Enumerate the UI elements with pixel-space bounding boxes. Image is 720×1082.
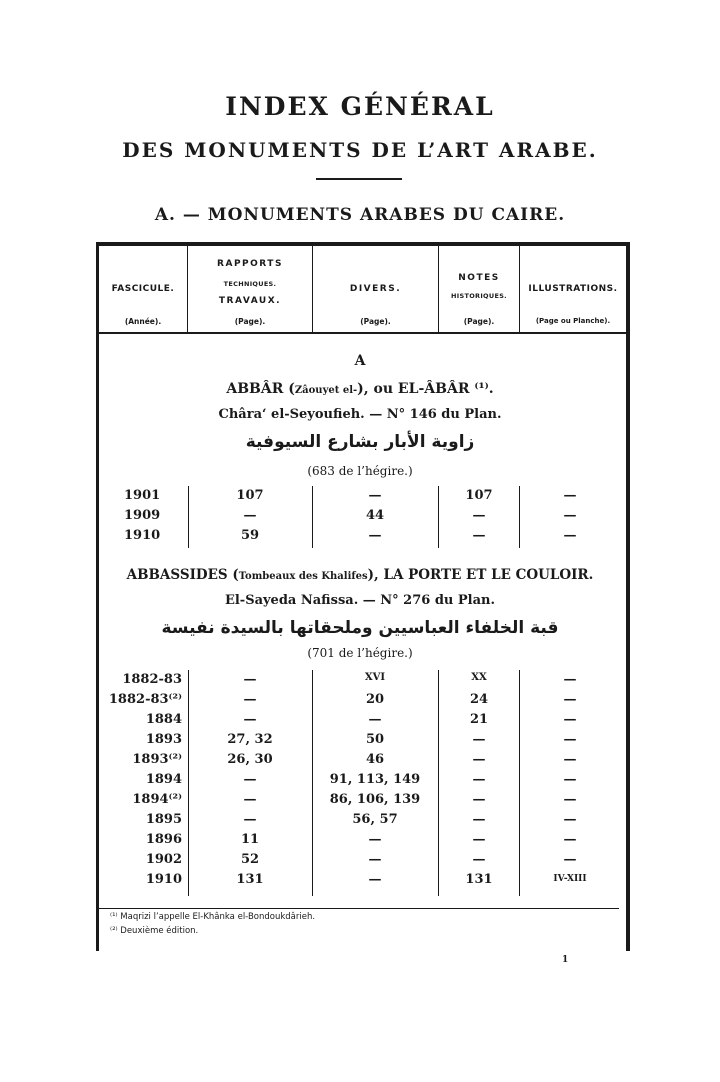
cell-notes: — bbox=[472, 812, 486, 827]
cell-rapports: 27, 32 bbox=[227, 732, 273, 747]
cell-rapports: 107 bbox=[236, 488, 264, 503]
entry2-arabic: قبة الخلفاء العباسيين وملحقاتها بالسيدة نفيسة bbox=[161, 618, 559, 638]
cell-illustrations: — bbox=[563, 792, 577, 807]
entry1-date: (683 de l’hégire.) bbox=[307, 464, 413, 478]
cell-rapports: — bbox=[243, 692, 257, 707]
table-header bbox=[99, 246, 626, 334]
cell-divers: 20 bbox=[365, 692, 385, 707]
cell-rapports: 11 bbox=[240, 832, 260, 847]
title-rule bbox=[316, 178, 402, 180]
entry2-date: (701 de l’hégire.) bbox=[307, 646, 413, 660]
cell-divers: 44 bbox=[365, 508, 385, 523]
cell-divers: 91, 113, 149 bbox=[329, 772, 421, 787]
cell-illustrations: — bbox=[563, 812, 577, 827]
cell-divers: 46 bbox=[365, 752, 385, 767]
header-illustrations-label: ILLUSTRATIONS. bbox=[528, 284, 618, 294]
page-title: INDEX GÉNÉRAL bbox=[225, 92, 495, 121]
cell-rapports: 52 bbox=[240, 852, 260, 867]
entry1-name-smallcaps: Zâouyet el- bbox=[294, 385, 358, 396]
cell-illustrations: — bbox=[563, 488, 577, 503]
entry2-name-a: ABBASSIDES ( bbox=[126, 567, 239, 583]
cell-year: 1884 bbox=[145, 712, 182, 727]
cell-notes: — bbox=[472, 832, 486, 847]
header-fascicule-label: FASCICULE. bbox=[111, 284, 175, 294]
cell-illustrations: — bbox=[563, 712, 577, 727]
cell-illustrations: — bbox=[563, 772, 577, 787]
cell-divers: 56, 57 bbox=[352, 812, 398, 827]
table-row bbox=[96, 712, 626, 732]
cell-illustrations: — bbox=[563, 732, 577, 747]
cell-notes: — bbox=[472, 772, 486, 787]
table-row bbox=[96, 752, 626, 772]
cell-rapports: — bbox=[243, 812, 257, 827]
table-row bbox=[96, 488, 626, 508]
entry2-location: El-Sayeda Nafissa. — N° 276 du Plan. bbox=[224, 593, 496, 608]
cell-year: 1902 bbox=[145, 852, 182, 867]
cell-year: 1882-83⁽²⁾ bbox=[108, 692, 182, 707]
cell-year: 1901 bbox=[124, 488, 161, 503]
letter-heading: A bbox=[354, 353, 366, 369]
section-title: A. — MONUMENTS ARABES DU CAIRE. bbox=[154, 205, 566, 225]
cell-rapports: 59 bbox=[240, 528, 260, 543]
cell-divers: — bbox=[368, 852, 382, 867]
footnote-rule bbox=[99, 908, 619, 909]
table-row bbox=[96, 732, 626, 752]
cell-year: 1909 bbox=[124, 508, 161, 523]
header-notes bbox=[439, 246, 520, 332]
cell-notes: — bbox=[472, 852, 486, 867]
header-notes-line2: HISTORIQUES. bbox=[451, 292, 507, 300]
table-row bbox=[96, 832, 626, 852]
entry1-arabic: زاوية الأبار بشارع السيوفية bbox=[245, 432, 475, 452]
cell-notes: — bbox=[472, 528, 486, 543]
cell-illustrations: — bbox=[563, 832, 577, 847]
table-row bbox=[96, 812, 626, 832]
footnote-1: ⁽¹⁾ Maqrizi l’appelle El-Khânka el-Bondoukdârieh. bbox=[110, 912, 316, 922]
cell-rapports: — bbox=[243, 508, 257, 523]
header-fascicule-unit: (Année). bbox=[124, 317, 162, 326]
header-rapports-unit: (Page). bbox=[234, 317, 266, 326]
header-notes-unit: (Page). bbox=[463, 317, 495, 326]
header-illustrations-unit: (Page ou Planche). bbox=[535, 317, 611, 325]
cell-notes: 107 bbox=[465, 488, 493, 503]
cell-divers: — bbox=[368, 872, 382, 887]
cell-illustrations: IV-XIII bbox=[553, 874, 587, 884]
header-notes-line1: NOTES bbox=[458, 273, 500, 283]
cell-notes: 21 bbox=[469, 712, 489, 727]
cell-divers: — bbox=[368, 712, 382, 727]
cell-rapports: — bbox=[243, 792, 257, 807]
cell-year: 1882-83 bbox=[122, 672, 182, 687]
cell-rapports: — bbox=[243, 772, 257, 787]
cell-illustrations: — bbox=[563, 672, 577, 687]
header-rapports-line1: RAPPORTS bbox=[217, 259, 283, 269]
cell-year: 1894⁽²⁾ bbox=[132, 792, 182, 807]
cell-notes: — bbox=[472, 752, 486, 767]
header-divers-label: DIVERS. bbox=[349, 284, 402, 294]
table-row bbox=[96, 528, 626, 548]
cell-notes: — bbox=[472, 508, 486, 523]
header-fascicule bbox=[99, 246, 188, 332]
header-rapports bbox=[188, 246, 313, 332]
cell-divers: 50 bbox=[365, 732, 385, 747]
entry2-name bbox=[0, 567, 720, 583]
header-rapports-line3: TRAVAUX. bbox=[218, 296, 282, 306]
cell-notes: XX bbox=[471, 672, 487, 683]
cell-divers: 86, 106, 139 bbox=[329, 792, 421, 807]
table-row bbox=[96, 852, 626, 872]
cell-rapports: — bbox=[243, 712, 257, 727]
page-subtitle: DES MONUMENTS DE L’ART ARABE. bbox=[122, 138, 598, 162]
entry1-location: Châra‘ el-Seyoufieh. — N° 146 du Plan. bbox=[218, 407, 502, 422]
cell-year: 1895 bbox=[145, 812, 182, 827]
cell-divers: XVI bbox=[364, 672, 386, 683]
cell-year: 1893 bbox=[145, 732, 182, 747]
cell-notes: — bbox=[472, 792, 486, 807]
cell-rapports: — bbox=[243, 672, 257, 687]
cell-rapports: 131 bbox=[236, 872, 264, 887]
header-divers bbox=[313, 246, 439, 332]
table-row bbox=[96, 672, 626, 692]
cell-illustrations: — bbox=[563, 692, 577, 707]
entry2-name-b: ), LA PORTE ET LE COULOIR. bbox=[367, 567, 594, 583]
cell-year: 1893⁽²⁾ bbox=[132, 752, 182, 767]
header-illustrations bbox=[520, 246, 626, 332]
cell-rapports: 26, 30 bbox=[227, 752, 273, 767]
entry2-name-smallcaps: Tombeaux des Khalifes bbox=[238, 571, 368, 582]
cell-notes: — bbox=[472, 732, 486, 747]
footnote-2: ⁽²⁾ Deuxième édition. bbox=[110, 926, 199, 936]
entry1-name-b: ), ou EL-ÂBÂR ⁽¹⁾. bbox=[357, 381, 494, 397]
cell-divers: — bbox=[368, 488, 382, 503]
cell-year: 1910 bbox=[124, 528, 161, 543]
cell-illustrations: — bbox=[563, 752, 577, 767]
entry1-name bbox=[0, 381, 720, 397]
table-row bbox=[96, 508, 626, 528]
cell-illustrations: — bbox=[563, 508, 577, 523]
cell-notes: 131 bbox=[465, 872, 493, 887]
cell-year: 1910 bbox=[145, 872, 182, 887]
cell-notes: 24 bbox=[469, 692, 489, 707]
cell-illustrations: — bbox=[563, 528, 577, 543]
header-rapports-line2: TECHNIQUES. bbox=[223, 280, 277, 288]
cell-illustrations: — bbox=[563, 852, 577, 867]
page-number: 1 bbox=[562, 955, 569, 965]
table-row bbox=[96, 872, 626, 892]
cell-year: 1896 bbox=[145, 832, 182, 847]
header-divers-unit: (Page). bbox=[360, 317, 391, 326]
table-row bbox=[96, 772, 626, 792]
table-row bbox=[96, 792, 626, 812]
cell-year: 1894 bbox=[145, 772, 182, 787]
table-row bbox=[96, 692, 626, 712]
entry1-name-a: ABBÂR ( bbox=[226, 381, 295, 397]
cell-divers: — bbox=[368, 528, 382, 543]
cell-divers: — bbox=[368, 832, 382, 847]
